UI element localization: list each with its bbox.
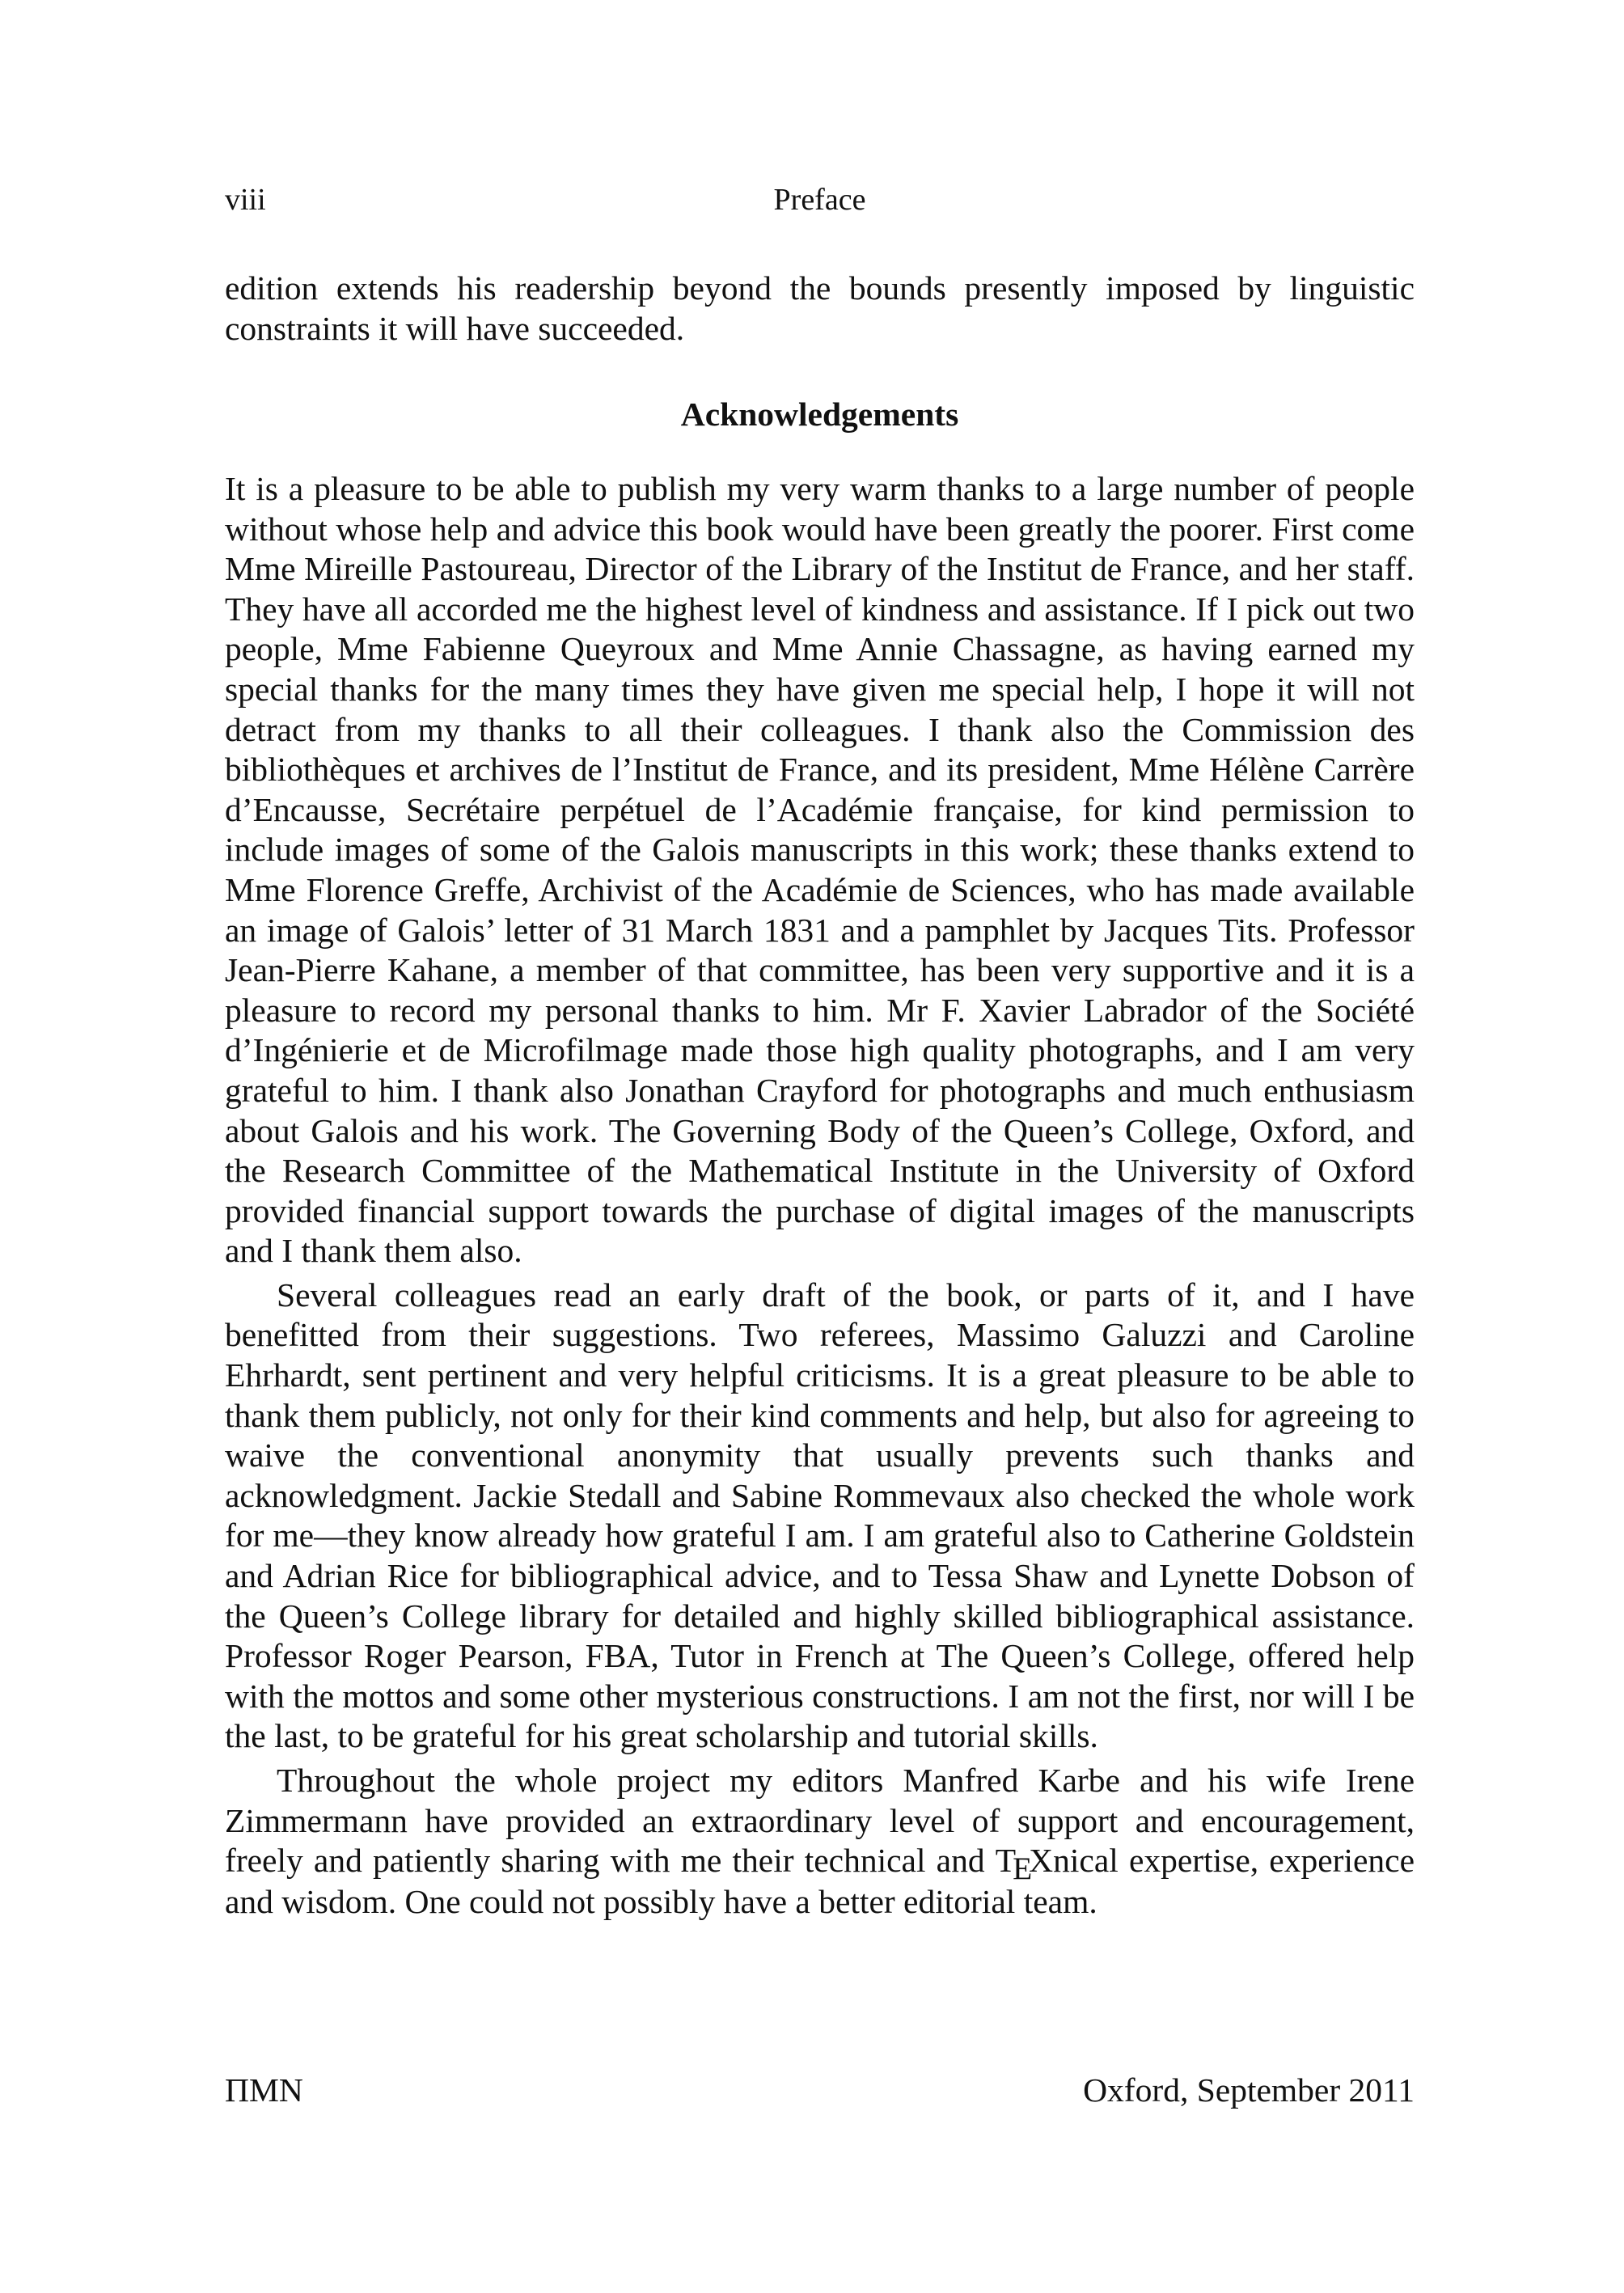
tex-logo [995,1842,1030,1886]
tex-word-rest: Xnical [1029,1842,1119,1880]
author-initials: ΠMN [225,2071,303,2109]
intro-paragraph: edition extends his readership beyond the bounds presently imposed by linguistic constraints it will have succeeded. [225,269,1415,347]
tex-logo-e: E [1013,1850,1030,1886]
paragraph-1: It is a pleasure to be able to publish my very warm thanks to a large number of people without whose help and advice this book would have been greatly the poorer. First come Mme Mireille Pastoureau, Director of the Library of the Institut de France, and her staff. They have all accorded me the highest level of kindness and assistance. If I pick out two people, Mme Fabienne Queyroux and Mme Annie Chassagne, as having earned my special thanks for the many times they have given me special help, I hope it will not detract from my thanks to all their colleagues. I thank also the Commission des bibliothèques et archives de l’Institut de France, and its president, Mme Hélène Carrère d’Encausse, Secrétaire perpétuel de l’Académie française, for kind permission to include images of some of the Galois manuscripts in this work; these thanks extend to Mme Florence Greffe, Archivist of the Académie de Sciences, who has made available an image of Galois’ letter of 31 March 1831 and a pamphlet by Jacques Tits. Professor Jean-Pierre Kahane, a member of that committee, has been very supportive and it is a pleasure to record my personal thanks to him. Mr F. Xavier Labrador of the Société d’Ingénierie et de Microfilmage made those high quality photographs, and I am very grateful to him. I thank also Jonathan Crayford for photographs and much enthusiasm about Galois and his work. The Governing Body of the Queen’s College, Oxford, and the Research Committee of the Mathematical Institute in the University of Oxford provided financial support towards the purchase of digital images of the manuscripts and I thank them also. [225,470,1415,1270]
continued-paragraph [225,269,1415,349]
paragraph-3-end: expertise, experience and wisdom. One could not possibly have a better editorial team. [225,1842,1415,1920]
paragraph-3 [225,1761,1415,1922]
place-date: Oxford, September 2011 [1083,2071,1415,2109]
running-head [225,180,1415,220]
signoff [225,2068,1415,2112]
paragraph-2: Several colleagues read an early draft of the book, or parts of it, and I have benefitted from their suggestions. Two referees, Massimo Galuzzi and Caroline Ehrhardt, sent pertinent and very helpful criticisms. It is a great pleasure to be able to thank them publicly, not only for their kind comments and help, but also for agreeing to waive the conventional anonymity that usually prevents such thanks and acknowledgment. Jackie Stedall and Sabine Rommevaux also checked the whole work for me—they know already how grateful I am. I am grateful also to Catherine Goldstein and Adrian Rice for bibliographical advice, and to Tessa Shaw and Lynette Dobson of the Queen’s College library for detailed and highly skilled bibliographical assistance. Professor Roger Pearson, FBA, Tutor in French at The Queen’s College, offered help with the mottos and some other mysterious constructions. I am not the first, nor will I be the last, to be grateful for his great scholarship and tutorial skills. [225,1276,1415,1755]
running-title: Preface [773,183,866,217]
section-heading: Acknowledgements [680,396,959,433]
tex-logo-t: T [995,1842,1013,1880]
page-number: viii [225,183,266,217]
book-page [225,0,1415,2293]
acknowledgements-body [225,469,1415,1922]
paragraph-3-start: Throughout the whole project my editors Manfred Karbe and his wife Irene Zimmermann have provided an extraordinary level of support and encouragement, freely and patiently sharing with me their technical and [225,1762,1415,1880]
